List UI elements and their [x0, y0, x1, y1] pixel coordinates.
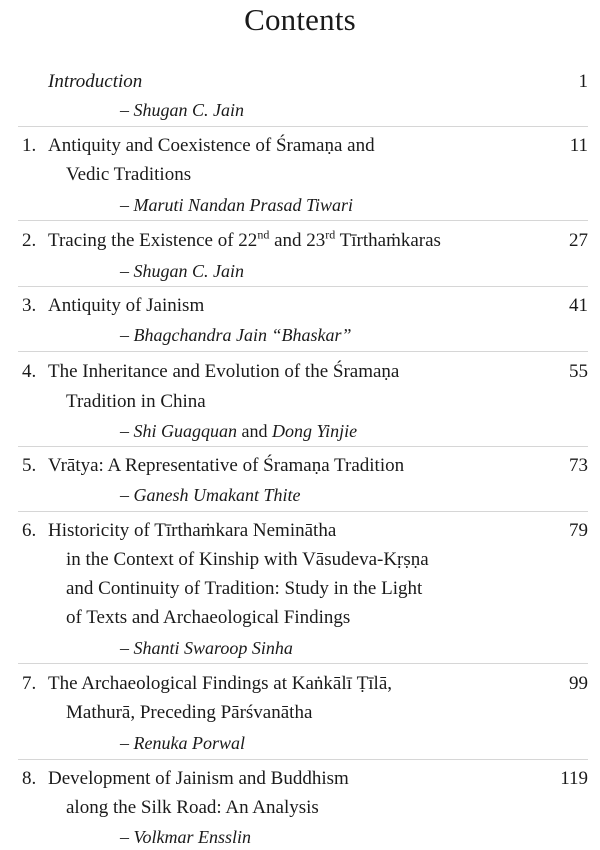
- entry-author: – Maruti Nandan Prasad Tiwari: [120, 195, 354, 215]
- entry-number: 8.: [22, 768, 37, 789]
- entry-number: 1.: [22, 135, 37, 156]
- entry-title-line: and Continuity of Tradition: Study in the Light: [66, 578, 423, 599]
- entry-author: [120, 419, 357, 443]
- entry-title-line: Antiquity and Coexistence of Śramaṇa and: [48, 135, 375, 156]
- author-name: – Shi Guagquan: [120, 421, 237, 441]
- entry-title: Introduction: [48, 71, 143, 92]
- entry-title-line: of Texts and Archaeological Findings: [66, 607, 351, 628]
- entry-author: – Shanti Swaroop Sinha: [120, 638, 293, 658]
- page-title: Contents: [244, 2, 356, 37]
- entry-title-line: Tradition in China: [66, 391, 206, 412]
- entry-title-line: in the Context of Kinship with Vāsudeva-Kṛṣṇa: [66, 549, 429, 570]
- entry-title-line: Antiquity of Jainism: [48, 295, 205, 316]
- entry-title-line: The Archaeological Findings at Kaṅkālī Ṭīlā,: [48, 673, 393, 694]
- entry-page-number: 1: [578, 71, 588, 92]
- entry-divider: [18, 220, 588, 221]
- entry-title-line: along the Silk Road: An Analysis: [66, 797, 319, 818]
- entry-divider: [18, 126, 588, 127]
- author-name: Dong Yinjie: [272, 421, 358, 441]
- entry-divider: [18, 663, 588, 664]
- entry-title-line: Mathurā, Preceding Pārśvanātha: [66, 702, 313, 723]
- entry-divider: [18, 759, 588, 760]
- entry-divider: [18, 511, 588, 512]
- entry-page-number: 11: [569, 135, 588, 156]
- entry-title-pre: Tracing the Existence of 22: [48, 230, 258, 251]
- author-conjunction: and: [237, 421, 272, 441]
- entry-number: 2.: [22, 230, 37, 251]
- entry-divider: [18, 286, 588, 287]
- entry-title-line: Vrātya: A Representative of Śramaṇa Tradition: [48, 455, 405, 476]
- entry-divider: [18, 351, 588, 352]
- entry-page-number: 119: [560, 768, 588, 789]
- entry-title-line: Development of Jainism and Buddhism: [48, 768, 349, 789]
- entry-number: 6.: [22, 520, 37, 541]
- ordinal-superscript: nd: [257, 227, 270, 242]
- entry-page-number: 73: [569, 455, 588, 476]
- entry-author: – Bhagchandra Jain “Bhaskar”: [120, 325, 352, 345]
- entry-number: 3.: [22, 295, 37, 316]
- entry-author: – Renuka Porwal: [120, 733, 245, 753]
- entry-title-mid: and 23: [269, 230, 326, 251]
- entry-number: 5.: [22, 455, 37, 476]
- entry-page-number: 55: [569, 361, 588, 382]
- entry-author: – Shugan C. Jain: [120, 261, 244, 281]
- entry-author: – Shugan C. Jain: [120, 100, 244, 120]
- entry-page-number: 79: [569, 520, 588, 541]
- entry-author: – Volkmar Ensslin: [120, 827, 252, 847]
- entry-title-line: Vedic Traditions: [66, 164, 192, 185]
- entry-title-line: Historicity of Tīrthaṁkara Neminātha: [48, 520, 337, 541]
- entry-page-number: 27: [569, 230, 588, 251]
- entry-title-line: [48, 229, 441, 253]
- entry-page-number: 41: [569, 295, 588, 316]
- entry-divider: [18, 446, 588, 447]
- entry-number: 4.: [22, 361, 37, 382]
- ordinal-superscript: rd: [325, 227, 336, 242]
- entry-page-number: 99: [569, 673, 588, 694]
- entry-number: 7.: [22, 673, 37, 694]
- entry-title-line: The Inheritance and Evolution of the Śramaṇa: [48, 361, 400, 382]
- entry-author: – Ganesh Umakant Thite: [120, 485, 301, 505]
- entry-title-post: Tīrthaṁkaras: [335, 230, 441, 251]
